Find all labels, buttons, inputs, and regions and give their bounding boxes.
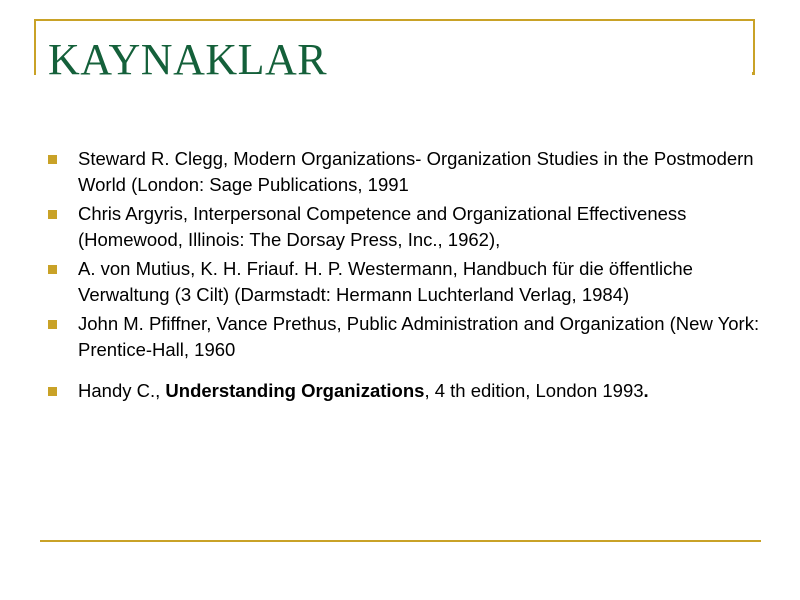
reference-item [48,146,760,197]
reference-details: , 4 th edition, London 1993 [424,380,644,401]
title-frame-corner-dot [752,72,755,75]
reference-text: Chris Argyris, Interpersonal Competence and Organizational Effectiveness (Homewood, Illinois: The Dorsay Press, Inc., 1962), [78,203,687,250]
square-bullet-icon [48,155,57,164]
reference-item [48,311,760,362]
square-bullet-icon [48,387,57,396]
title-frame-top-line [34,19,754,21]
square-bullet-icon [48,265,57,274]
reference-text: A. von Mutius, K. H. Friauf. H. P. Westermann, Handbuch für die öffentliche Verwaltung (3 Cilt) (Darmstadt: Hermann Luchterland Verlag, 1984) [78,258,693,305]
title-frame-right-line [753,19,755,75]
square-bullet-icon [48,320,57,329]
reference-book-title: Understanding Organizations [165,380,425,401]
reference-text: John M. Pfiffner, Vance Prethus, Public Administration and Organization (New York: Prentice-Hall, 1960 [78,313,760,360]
reference-item [48,378,760,404]
slide-title: KAYNAKLAR [48,35,328,84]
reference-list [48,146,760,408]
reference-end-mark: . [643,380,649,401]
square-bullet-icon [48,210,57,219]
footer-rule-line [40,540,761,542]
reference-text: Steward R. Clegg, Modern Organizations- Organization Studies in the Postmodern World (London: Sage Publications, 1991 [78,148,754,195]
title-frame-left-line [34,19,36,75]
reference-item [48,256,760,307]
reference-author: Handy C., [78,380,166,401]
reference-item [48,201,760,252]
